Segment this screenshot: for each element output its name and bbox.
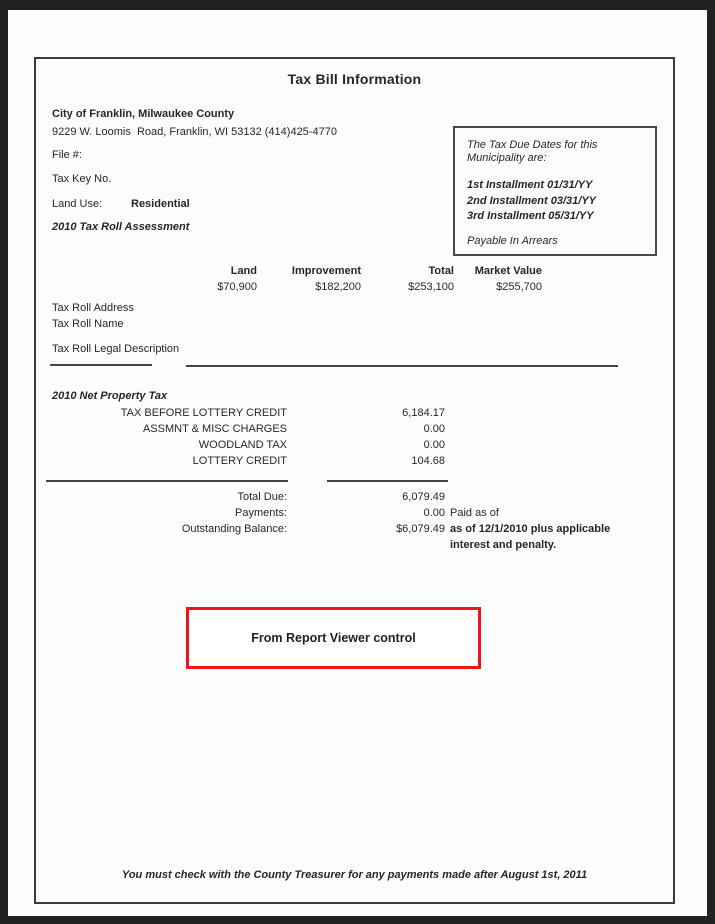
improvement-value: $182,200 <box>315 281 361 293</box>
col-header-market-value: Market Value <box>474 265 542 277</box>
market-value: $255,700 <box>496 281 542 293</box>
municipality-address: 9229 W. Loomis Road, Franklin, WI 53132 (414)425-4770 <box>52 126 337 138</box>
tax-row-value: 6,184.17 <box>402 407 445 419</box>
col-header-improvement: Improvement <box>291 265 361 277</box>
scanned-page <box>8 10 707 916</box>
total-due-label: Total Due: <box>237 491 287 503</box>
total-value: $253,100 <box>408 281 454 293</box>
tax-row-label: WOODLAND TAX <box>198 439 287 451</box>
outstanding-balance-value: $6,079.49 <box>396 523 445 535</box>
col-header-total: Total <box>428 265 454 277</box>
footer-note: You must check with the County Treasurer for any payments made after August 1st, 2011 <box>121 869 588 881</box>
tax-roll-legal-label: Tax Roll Legal Description <box>52 343 180 355</box>
due-dates-intro-2: Municipality are: <box>467 152 547 164</box>
tax-key-label: Tax Key No. <box>52 173 112 185</box>
due-dates-intro-1: The Tax Due Dates for this <box>467 139 598 151</box>
report-viewer-overlay-label: From Report Viewer control <box>251 631 416 645</box>
file-number-label: File #: <box>52 149 82 161</box>
totals-divider-left <box>46 480 288 482</box>
payments-value: 0.00 <box>423 507 445 519</box>
divider-long <box>186 365 618 367</box>
tax-row-value: 0.00 <box>423 423 445 435</box>
tax-row-value: 0.00 <box>423 439 445 451</box>
due-dates-box <box>453 126 657 256</box>
outstanding-balance-label: Outstanding Balance: <box>181 523 287 535</box>
tax-row-label: ASSMNT & MISC CHARGES <box>142 423 287 435</box>
municipality-name: City of Franklin, Milwaukee County <box>52 108 235 120</box>
land-use-label: Land Use: <box>52 198 103 210</box>
tax-row-label: LOTTERY CREDIT <box>192 455 287 467</box>
payments-label: Payments: <box>235 507 287 519</box>
report-viewer-overlay <box>186 607 481 669</box>
totals-divider-right <box>327 480 448 482</box>
payments-note: Paid as of <box>450 507 499 519</box>
tax-roll-name-label: Tax Roll Name <box>52 318 124 330</box>
tax-roll-address-label: Tax Roll Address <box>52 302 134 314</box>
installment-3: 3rd Installment 05/31/YY <box>467 210 594 222</box>
land-value: $70,900 <box>217 281 257 293</box>
total-due-value: 6,079.49 <box>402 491 445 503</box>
tax-row-value: 104.68 <box>411 455 445 467</box>
tax-row-label: TAX BEFORE LOTTERY CREDIT <box>120 407 287 419</box>
page-title: Tax Bill Information <box>287 71 422 87</box>
payable-note: Payable In Arrears <box>467 234 558 247</box>
balance-note-line-2: interest and penalty. <box>450 539 557 551</box>
col-header-land: Land <box>230 265 257 277</box>
assessment-heading: 2010 Tax Roll Assessment <box>52 221 190 233</box>
net-tax-heading: 2010 Net Property Tax <box>52 390 168 402</box>
installment-1: 1st Installment 01/31/YY <box>467 179 593 191</box>
divider-short <box>50 364 152 366</box>
balance-note-line-1: as of 12/1/2010 plus applicable <box>450 523 611 535</box>
installment-2: 2nd Installment 03/31/YY <box>467 194 596 207</box>
land-use-value: Residential <box>131 198 190 210</box>
